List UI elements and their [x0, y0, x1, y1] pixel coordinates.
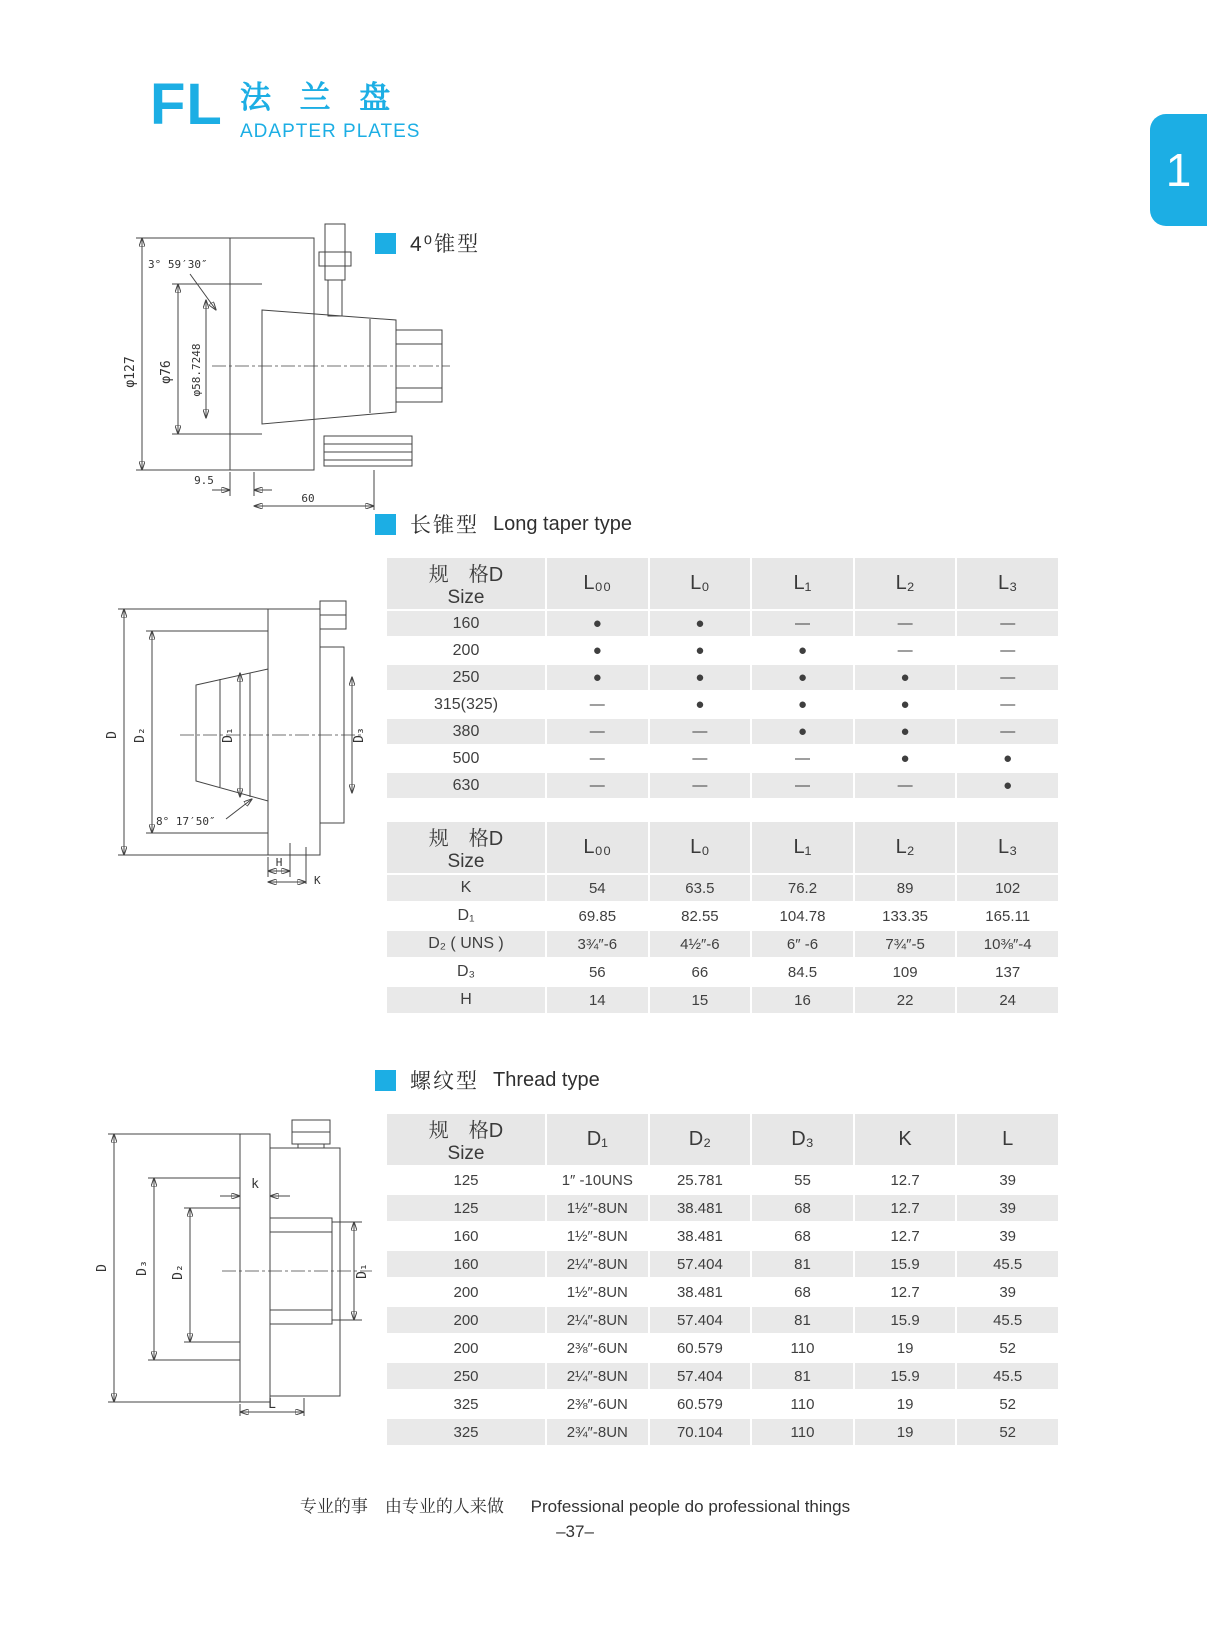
- dim-label-d2: D₂: [171, 1264, 186, 1280]
- table-cell: —: [855, 611, 956, 636]
- table-cell: 60.579: [676, 1339, 723, 1357]
- table-row: [387, 1195, 1058, 1221]
- table-cell: 2¼″-8UN: [547, 1363, 648, 1389]
- table-cell: —: [1000, 642, 1016, 659]
- row-label: 125: [387, 1195, 545, 1221]
- row-label: D₂ ( UNS ): [387, 931, 545, 957]
- table-cell: 82.55: [681, 907, 719, 925]
- drawing-4deg-taper: [112, 222, 452, 514]
- table-cell: 19: [896, 1339, 914, 1357]
- table-cell: 10⅜″-4: [957, 931, 1058, 957]
- table-cell: —: [957, 611, 1058, 636]
- table-cell: 12.7: [890, 1283, 920, 1301]
- row-label: 125: [453, 1171, 479, 1189]
- dim-label-d1: D₁: [355, 1263, 370, 1279]
- table-cell: 15.9: [855, 1363, 956, 1389]
- table-cell: 45.5: [957, 1363, 1058, 1389]
- dim-label-k: k: [251, 1177, 259, 1192]
- table-cell: ●: [957, 773, 1058, 798]
- table-cell: —: [794, 750, 810, 767]
- dimension-table: [385, 820, 1060, 1015]
- col-header: L₃: [957, 558, 1058, 609]
- table-cell: 66: [691, 963, 709, 981]
- table-row: [387, 959, 1058, 985]
- col-header: L₀₀: [547, 822, 648, 873]
- dim-label-d1: D₁: [221, 727, 236, 743]
- table-cell: ●: [650, 665, 751, 690]
- table-row: [387, 1167, 1058, 1193]
- table-cell: 81: [752, 1251, 853, 1277]
- table-cell: ●: [797, 642, 808, 659]
- table-body: [387, 611, 1058, 798]
- table-cell: —: [752, 773, 853, 798]
- table-cell: 19: [896, 1395, 914, 1413]
- table-cell: 15: [650, 987, 751, 1013]
- table-cell: 89: [855, 875, 956, 901]
- table-header-row: [387, 558, 1058, 609]
- section-label-zh: 长锥型: [410, 514, 479, 537]
- row-label: 200: [453, 1339, 479, 1357]
- row-label: 200: [452, 641, 480, 659]
- table-cell: ●: [695, 642, 705, 659]
- row-label: 160: [387, 611, 545, 636]
- table-cell: 45.5: [957, 1307, 1058, 1333]
- col-header-size: 规 格D Size: [387, 1114, 545, 1165]
- table-cell: 102: [957, 875, 1058, 901]
- page-title-en: ADAPTER PLATES: [240, 121, 421, 142]
- col-header: D₁: [547, 1114, 648, 1165]
- table-row: [387, 1279, 1058, 1305]
- table-cell: 109: [892, 963, 918, 981]
- availability-table: [385, 556, 1060, 800]
- table-cell: 54: [547, 875, 648, 901]
- footer-slogan: [0, 1492, 1150, 1517]
- table-cell: ●: [695, 696, 705, 713]
- table-row: [387, 1307, 1058, 1333]
- dim-label-angle: 8° 17′50″: [156, 815, 216, 828]
- table-cell: 68: [752, 1195, 853, 1221]
- table-row: [387, 746, 1058, 771]
- table-cell: 6″ -6: [752, 931, 853, 957]
- row-label: 250: [387, 1363, 545, 1389]
- table-cell: 84.5: [787, 963, 818, 981]
- table-cell: 1½″-8UN: [566, 1227, 628, 1245]
- section-label-en: Thread type: [493, 1068, 600, 1091]
- table-cell: 3¾″-6: [547, 931, 648, 957]
- table-cell: —: [957, 719, 1058, 744]
- table-cell: 110: [752, 1419, 853, 1445]
- thread-table: [385, 1112, 1060, 1447]
- section-label-zh: 螺纹型: [410, 1070, 479, 1093]
- dim-label-dia58: φ58.7248: [190, 343, 203, 397]
- col-header: L₂: [855, 822, 956, 873]
- table-cell: 57.404: [650, 1251, 751, 1277]
- table-cell: 52: [999, 1395, 1017, 1413]
- dim-label-d: D: [105, 731, 120, 739]
- table-cell: —: [1000, 696, 1016, 713]
- footer-slogan-en: Professional people do professional things: [530, 1497, 851, 1516]
- table-cell: 2⅜″-6UN: [566, 1339, 628, 1357]
- col-header: L₀₀: [547, 558, 648, 609]
- col-header: L: [957, 1114, 1058, 1165]
- dimensions: [95, 1134, 370, 1416]
- dim-label-9-5: 9.5: [194, 474, 214, 487]
- dim-label-k: K: [314, 874, 321, 885]
- part-outline: [212, 224, 450, 470]
- table-cell: 1½″-8UN: [547, 1195, 648, 1221]
- table-cell: 39: [999, 1227, 1017, 1245]
- dim-label-h: H: [275, 856, 283, 869]
- dim-label-d3: D₃: [352, 727, 367, 743]
- table-row: [387, 903, 1058, 929]
- table-row: [387, 638, 1058, 663]
- table-cell: 52: [957, 1419, 1058, 1445]
- table-row: [387, 1223, 1058, 1249]
- col-header-size: 规 格D Size: [387, 822, 545, 873]
- table-cell: ●: [855, 665, 956, 690]
- table-row: [387, 719, 1058, 744]
- dimensions: [105, 609, 367, 885]
- table-body: [387, 1167, 1058, 1445]
- page-number: –37–: [556, 1522, 594, 1541]
- table-row: [387, 692, 1058, 717]
- table-body: [387, 875, 1058, 1013]
- table-cell: 38.481: [676, 1283, 723, 1301]
- table-cell: —: [589, 750, 605, 767]
- row-label: 200: [453, 1283, 479, 1301]
- table-cell: 14: [547, 987, 648, 1013]
- table-cell: 38.481: [676, 1227, 723, 1245]
- table-row: [387, 1363, 1058, 1389]
- table-cell: —: [547, 773, 648, 798]
- row-label: 325: [453, 1395, 479, 1413]
- dim-label-d2: D₂: [133, 727, 148, 743]
- table-cell: 137: [995, 963, 1021, 981]
- table-row: [387, 665, 1058, 690]
- table-cell: 81: [752, 1363, 853, 1389]
- table-row: [387, 773, 1058, 798]
- table-cell: 56: [588, 963, 606, 981]
- table-cell: 60.579: [676, 1395, 723, 1413]
- table-cell: ●: [547, 665, 648, 690]
- col-header: L₀: [650, 558, 751, 609]
- table-cell: 1½″-8UN: [566, 1283, 628, 1301]
- table-cell: 68: [794, 1283, 811, 1301]
- table-cell: 165.11: [985, 907, 1031, 925]
- table-row: [387, 1391, 1058, 1417]
- table-cell: 1″ -10UNS: [561, 1171, 633, 1189]
- table-cell: 52: [999, 1339, 1017, 1357]
- row-label: 160: [453, 1227, 479, 1245]
- table-cell: 19: [855, 1419, 956, 1445]
- row-label: D₃: [456, 963, 476, 980]
- drawing-long-taper: [100, 585, 368, 885]
- table-cell: ●: [855, 719, 956, 744]
- table-cell: 39: [957, 1195, 1058, 1221]
- table-cell: 110: [790, 1395, 815, 1413]
- table-cell: 24: [957, 987, 1058, 1013]
- table-row: [387, 1419, 1058, 1445]
- product-code: FL: [150, 72, 223, 137]
- table-cell: 12.7: [890, 1227, 920, 1245]
- table-cell: 110: [790, 1339, 815, 1357]
- row-label: 500: [452, 749, 480, 767]
- table-cell: 25.781: [676, 1171, 723, 1189]
- section-bullet-icon: [375, 1070, 396, 1091]
- table-cell: 7¾″-5: [855, 931, 956, 957]
- table-cell: 57.404: [650, 1307, 751, 1333]
- table-cell: ●: [797, 696, 808, 713]
- dim-label-d: D: [95, 1264, 110, 1272]
- part-outline: [222, 1120, 372, 1402]
- dim-label-dia76: φ76: [159, 360, 174, 384]
- dim-label-l: L: [268, 1397, 276, 1412]
- footer-slogan-zh: 专业的事 由专业的人来做: [299, 1497, 504, 1516]
- table-cell: —: [855, 773, 956, 798]
- table-cell: ●: [752, 665, 853, 690]
- table-cell: —: [957, 665, 1058, 690]
- page-title-zh: 法 兰 盘: [240, 80, 401, 115]
- table-cell: 22: [855, 987, 956, 1013]
- table-cell: —: [650, 773, 751, 798]
- col-header: D₂: [650, 1114, 751, 1165]
- table-cell: 12.7: [855, 1195, 956, 1221]
- drawing-thread-type: [92, 1108, 377, 1418]
- table-cell: 15.9: [855, 1251, 956, 1277]
- table-cell: 55: [794, 1171, 811, 1189]
- table-cell: 81: [752, 1307, 853, 1333]
- dim-label-dia127: φ127: [123, 356, 138, 388]
- table-row: [387, 875, 1058, 901]
- table-cell: 39: [999, 1171, 1017, 1189]
- table-cell: —: [650, 719, 751, 744]
- table-cell: —: [897, 642, 913, 659]
- row-label: 200: [387, 1307, 545, 1333]
- section-label: 4⁰锥型: [410, 233, 481, 256]
- table-cell: 2⅜″-6UN: [566, 1395, 628, 1413]
- row-label: K: [387, 875, 545, 901]
- dimensions: [123, 238, 374, 510]
- table-row: [387, 611, 1058, 636]
- row-label: D₁: [457, 907, 475, 924]
- table-cell: —: [752, 611, 853, 636]
- section-long-taper: [375, 512, 632, 536]
- table-cell: —: [692, 750, 708, 767]
- table-cell: 15.9: [855, 1307, 956, 1333]
- section-bullet-icon: [375, 233, 396, 254]
- dim-label-d3: D₃: [135, 1260, 150, 1276]
- col-header-size: 规 格D Size: [387, 558, 545, 609]
- row-label: 630: [387, 773, 545, 798]
- chapter-tab: 1: [1150, 114, 1207, 226]
- table-cell: 68: [794, 1227, 811, 1245]
- table-cell: 16: [752, 987, 853, 1013]
- col-header: L₁: [752, 822, 853, 873]
- row-label: 325: [387, 1419, 545, 1445]
- table-row: [387, 987, 1058, 1013]
- table-cell: 104.78: [779, 907, 826, 925]
- row-label: H: [387, 987, 545, 1013]
- table-header-row: [387, 822, 1058, 873]
- table-cell: ●: [1003, 750, 1013, 767]
- col-header: L₁: [752, 558, 853, 609]
- section-4deg-taper: [375, 231, 480, 255]
- col-header: D₃: [752, 1114, 853, 1165]
- row-label: 250: [387, 665, 545, 690]
- table-cell: 2¼″-8UN: [547, 1251, 648, 1277]
- section-bullet-icon: [375, 514, 396, 535]
- table-cell: —: [547, 719, 648, 744]
- col-header: L₀: [650, 822, 751, 873]
- table-row: [387, 1335, 1058, 1361]
- table-cell: 70.104: [650, 1419, 751, 1445]
- row-label: 380: [387, 719, 545, 744]
- dim-label-60: 60: [301, 492, 315, 505]
- table-cell: 4½″-6: [650, 931, 751, 957]
- table-cell: —: [589, 696, 605, 713]
- table-cell: 38.481: [650, 1195, 751, 1221]
- table-cell: 2¾″-8UN: [547, 1419, 648, 1445]
- section-thread-type: [375, 1068, 600, 1092]
- dim-label-angle: 3° 59′30″: [148, 258, 208, 271]
- table-cell: 45.5: [957, 1251, 1058, 1277]
- col-header: L₂: [855, 558, 956, 609]
- table-cell: 63.5: [650, 875, 751, 901]
- table-cell: 76.2: [752, 875, 853, 901]
- table-cell: 69.85: [578, 907, 617, 925]
- table-row: [387, 1251, 1058, 1277]
- table-cell: ●: [752, 719, 853, 744]
- table-cell: 133.35: [882, 907, 929, 925]
- table-cell: 57.404: [650, 1363, 751, 1389]
- table-cell: 2¼″-8UN: [547, 1307, 648, 1333]
- table-cell: ●: [547, 611, 648, 636]
- table-cell: ●: [900, 696, 910, 713]
- table-header-row: [387, 1114, 1058, 1165]
- col-header: L₃: [957, 822, 1058, 873]
- table-cell: 12.7: [890, 1171, 920, 1189]
- table-cell: ●: [900, 750, 910, 767]
- row-label: 315(325): [433, 695, 499, 713]
- col-header: K: [855, 1114, 956, 1165]
- section-label-en: Long taper type: [493, 512, 632, 535]
- table-cell: ●: [592, 642, 602, 659]
- table-cell: ●: [650, 611, 751, 636]
- row-label: 160: [387, 1251, 545, 1277]
- table-cell: 39: [999, 1283, 1017, 1301]
- table-row: [387, 931, 1058, 957]
